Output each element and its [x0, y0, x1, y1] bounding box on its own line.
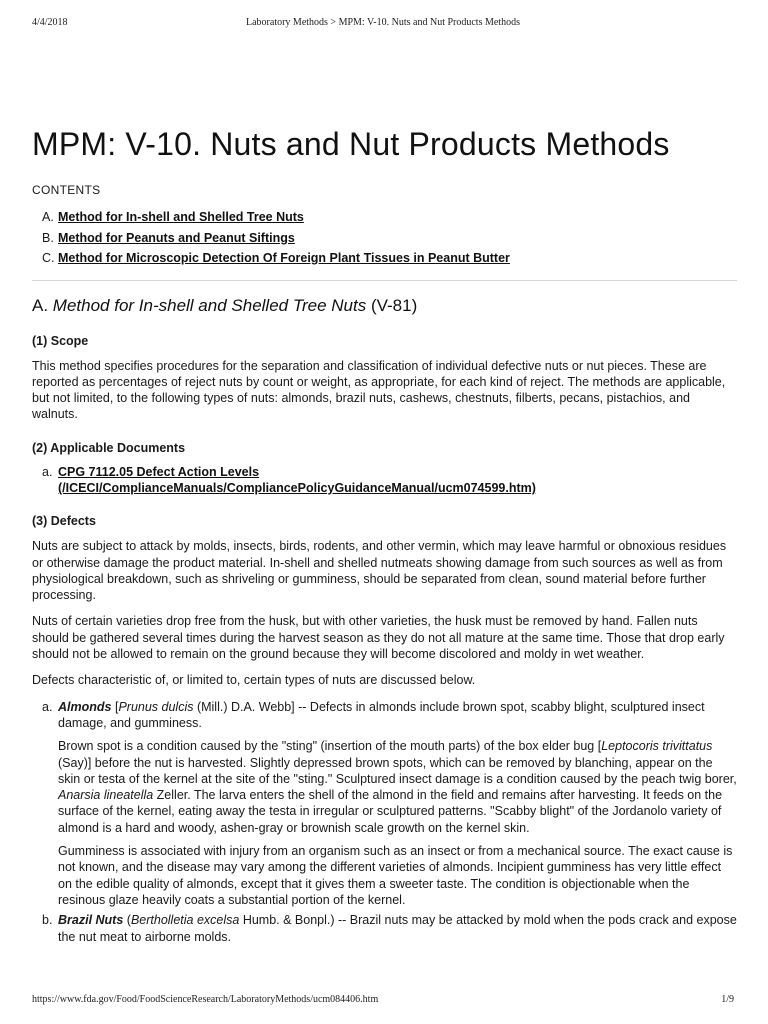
brazil-name: Brazil Nuts: [58, 913, 124, 928]
almonds-bracket: [: [111, 699, 119, 714]
document-marker: a.: [42, 464, 53, 479]
cpg-link-path: (/ICECI/ComplianceManuals/CompliancePolicyGuidanceManual/ucm074599.htm): [58, 480, 536, 495]
cpg-link[interactable]: [58, 465, 536, 495]
divider: [32, 280, 737, 281]
section-a-name: Method for In-shell and Shelled Tree Nuts: [52, 295, 367, 315]
toc-item: [42, 248, 737, 269]
brazil-intro: [58, 912, 737, 945]
print-title: Laboratory Methods > MPM: V-10. Nuts and Nut Products Methods: [246, 17, 520, 28]
page-title: MPM: V-10. Nuts and Nut Products Methods: [32, 126, 670, 162]
brazil-scientific-name: Bertholletia excelsa: [130, 913, 240, 928]
brown-spot-text-3: Zeller. The larva enters the shell of the almond in the field and remains after harvesting. It feeds on the surface of the kernel, eating away the testa in irregular or sculptured patterns. "Scabby blight" of the Jordanolo variety of almond is a hard and woody, ashen-gray or brownish scale growth on the kernel skin.: [58, 788, 723, 835]
toc-marker: A.: [42, 210, 54, 224]
defects-heading: (3) Defects: [32, 514, 96, 529]
almonds-marker: a.: [42, 699, 53, 714]
section-a-title: [32, 296, 737, 316]
documents-heading: (2) Applicable Documents: [32, 440, 186, 455]
table-of-contents: [32, 207, 737, 269]
brazil-paren: (: [123, 913, 131, 928]
almonds-description: (Mill.) D.A. Webb] -- Defects in almonds include brown spot, scabby blight, sculptured insect damage, and gumminess.: [58, 699, 705, 730]
gumminess-paragraph: Gumminess is associated with injury from an organism such as an insect or from a mechanical source. The exact cause is not known, and the disease may vary among the different varieties of almonds. Incipient gumminess has very little effect on the edible quality of almonds, except that it gives them a sweeter taste. The condition is objectionable when the resinous glaze heavily coats a substantial portion of the kernel.: [58, 844, 733, 907]
toc-marker: C.: [42, 251, 55, 265]
scope-text: This method specifies procedures for the separation and classification of individual defective nuts or nut pieces. These are reported as percentages of reject nuts by count or weight, as appropriate, for each kind of reject. The methods are applicable, but not limited, to the following types of nuts: almonds, brazil nuts, cashews, chestnuts, filberts, pecans, pistachios, and walnuts.: [32, 358, 726, 422]
toc-link-peanuts[interactable]: Method for Peanuts and Peanut Siftings: [58, 230, 295, 245]
toc-item: [42, 228, 737, 249]
main-content: [32, 124, 737, 945]
documents-list: [32, 464, 737, 497]
almonds-intro: [58, 699, 737, 732]
defects-paragraph-2: Nuts of certain varieties drop free from the husk, but with other varieties, the husk must be removed by hand. Fallen nuts should be gathered several times during the harvest season as they do not all mature at the same time. Those that drop early should not be allowed to remain on the ground because they will become discolored and moldy in wet weather.: [32, 614, 725, 662]
section-a-code: (V-81): [370, 295, 418, 315]
defects-paragraph-1: Nuts are subject to attack by molds, insects, birds, rodents, and other vermin, which may leave harmful or obnoxious residues or otherwise damage the product material. In-shell and shelled nutmeats showing damage from such sources as well as from physiological breakdown, such as shriveling or gumminess, should be separated from clean, sound material before further processing.: [32, 539, 727, 603]
brazil-marker: b.: [42, 913, 53, 928]
document-item: [42, 464, 737, 497]
box-elder-bug-scientific-name: Leptocoris trivittatus: [601, 739, 713, 754]
almonds-scientific-name: Prunus dulcis: [118, 699, 194, 714]
brown-spot-text-1: Brown spot is a condition caused by the "sting" (insertion of the mouth parts) of the box elder bug [: [58, 739, 602, 754]
toc-marker: B.: [42, 230, 54, 245]
print-date: 4/4/2018: [32, 17, 68, 28]
brown-spot-paragraph: [58, 738, 737, 836]
almonds-item: [32, 699, 737, 909]
contents-label: CONTENTS: [32, 183, 101, 197]
scope-heading: (1) Scope: [32, 333, 89, 348]
toc-item: [42, 207, 737, 228]
defects-paragraph-3: Defects characteristic of, or limited to, certain types of nuts are discussed below.: [32, 673, 476, 688]
section-a-prefix: A.: [32, 295, 49, 315]
almonds-name: Almonds: [58, 699, 112, 714]
brazil-description: Humb. & Bonpl.) -- Brazil nuts may be attacked by mold when the pods crack and expose the nut meat to airborne molds.: [58, 913, 737, 944]
brown-spot-text-2: (Say)] before the nut is harvested. Slightly depressed brown spots, which can be removed by blanching, appear on the skin or testa of the kernel at the site of the "sting." Sculptured insect damage is a condition caused by the peach twig borer,: [58, 755, 737, 786]
brazil-nuts-item: [32, 912, 737, 945]
toc-link-peanut-butter[interactable]: Method for Microscopic Detection Of Foreign Plant Tissues in Peanut Butter: [58, 251, 510, 265]
print-url: https://www.fda.gov/Food/FoodScienceResearch/LaboratoryMethods/ucm084406.htm: [32, 994, 379, 1005]
toc-link-tree-nuts[interactable]: Method for In-shell and Shelled Tree Nuts: [58, 210, 304, 224]
peach-twig-borer-scientific-name: Anarsia lineatella: [58, 788, 154, 803]
cpg-link-title: CPG 7112.05 Defect Action Levels: [58, 464, 260, 479]
print-page-number: 1/9: [721, 994, 734, 1005]
